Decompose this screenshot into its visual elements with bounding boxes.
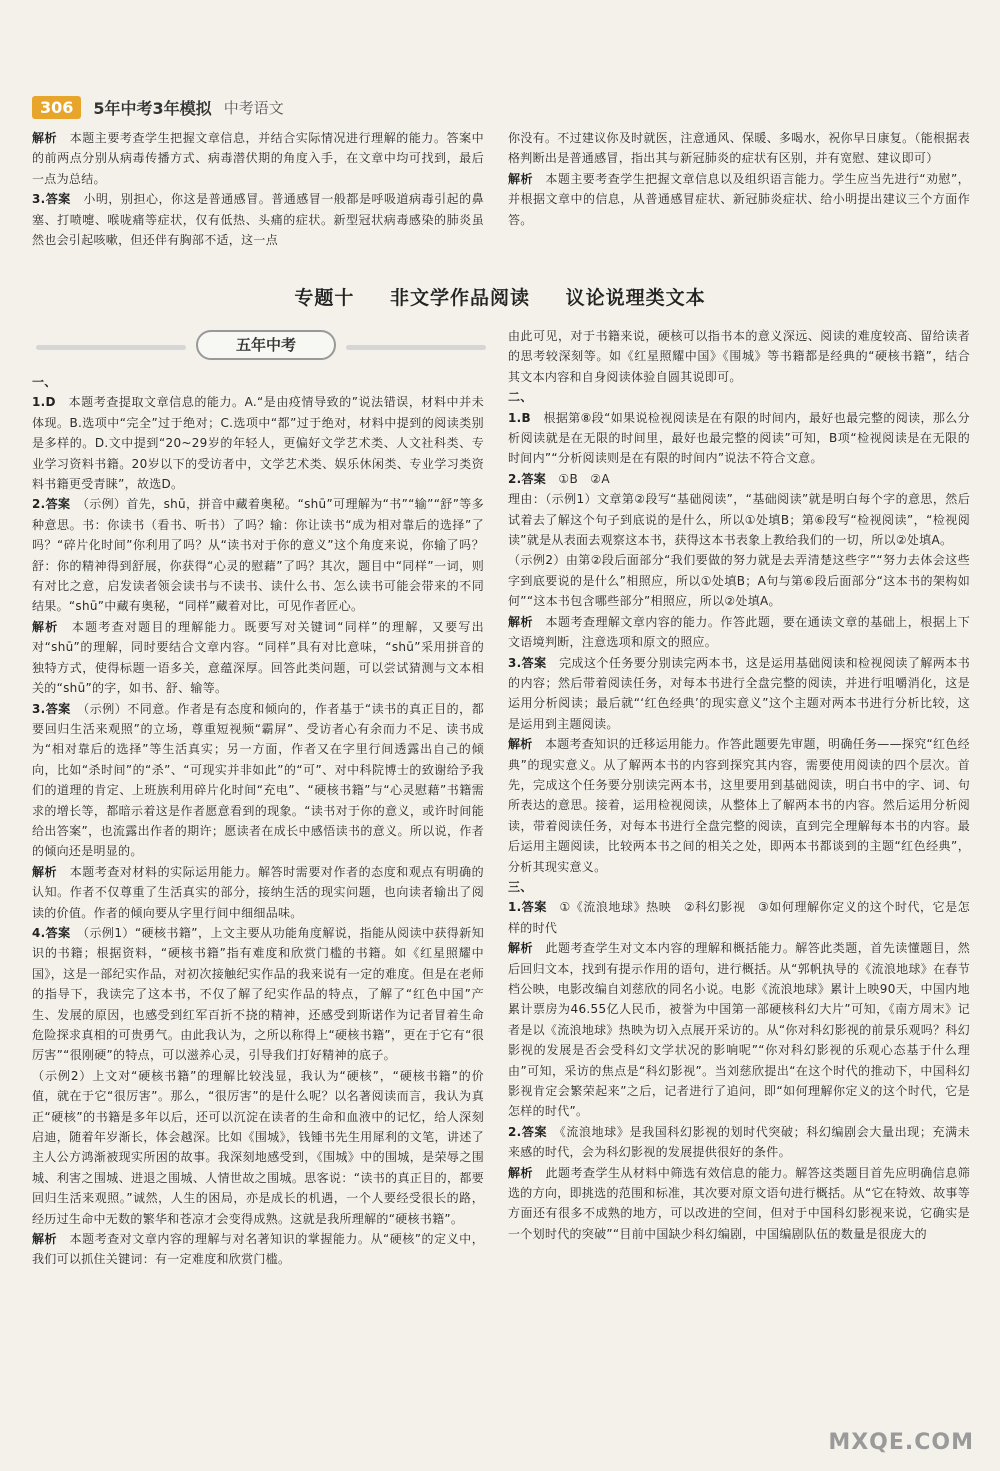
subject-label: 中考语文 [223,98,284,117]
banner-line-left [36,345,186,350]
answer-paragraph [32,494,484,616]
answer-text: （示例1）“硬核书籍”，上文主要从功能角度解说，指能从阅读中获得新知识的书籍；根据资料，“硬核书籍”指有难度和欣赏门槛的书籍。如《红星照耀中国》，这是一部纪实作品，对初次接触纪实作品的我来说有一定的难度。但是在老师的指导下，我读完了这本书，不仅了解了纪实作品的特点，了解了“红色中国”产生、发展的原因，也感受到红军百折不挠的精神，还感受到斯诺作为记者冒着生命危险探求真相的可贵勇气。由此我认为，之所以称得上“硬核书籍”，更在于它有“很厉害”“很刚硬”的特点，可以滋养心灵，引导我们打好精神的底子。 [32,925,484,1063]
answer-text: （示例）首先，shū，拼音中藏着奥秘。“shū”可理解为“书”“输”“舒”等多种意思。书：你读书（看书、听书）了吗？输：你让读书“成为相对靠后的选择”了吗？“碎片化时间”你利用了吗？从“读书对于你的意义”这个角度来说，你输了吗？舒：你的精神得到舒展，你获得“心灵的慰藉”了吗？其次，题目中“同样”一词，则有对比之意，启发读者领会读书与不读书、读什么书、怎么读书可能会带来的不同结果。“shū”中藏有奥秘，“同样”藏着对比，可见作者匠心。 [32,497,484,614]
answer-text: 小明，别担心，你这是普通感冒。普通感冒一般都是呼吸道病毒引起的鼻塞、打喷嚏、喉咙痛等症状，仅有低热、头痛的症状。新型冠状病毒感染的肺炎虽然也会引起咳嗽，但还伴有胸部不适，这一点 [32,192,484,248]
right-column [508,326,970,1450]
answer-text: 本题考查对题目的理解能力。既要写对关键词“同样”的理解，又要写出对“shū”的理解，同时要结合文章内容。“同样”具有对比意味，“shū”采用拼音的独特方式，使得标题一语多关，意蕴深厚。回答此类问题，可以尝试猜测与文本相关的“shū”的字，如书、舒、输等。 [32,619,484,696]
answer-label: 解析 [32,1232,58,1247]
answer-text: （示例2）上文对“硬核书籍”的理解比较浅显，我认为“硬核”，“硬核书籍”的价值，就在于它“很厉害”。那么，“很厉害”的是什么呢？以名著阅读而言，我认为真正“硬核”的书籍是多年以后，还可以沉淀在读者的生命和血液中的记忆，给人深刻启迪，随着年岁渐长，体会越深。比如《围城》，钱锺书先生用犀利的文笔，讲述了主人公方鸿渐被现实所困的故事。我深刻地感受到，《围城》中的围城，是荣辱之围城、利害之围城、进退之围城、人情世故之围城。思客说：“读书的真正目的，都要回归生活来观照。”诚然，人生的困局，亦是成长的机遇，一个人要经受很长的路，经历过生命中无数的繁华和苍凉才会变得成熟。这就是我所理解的“硬核书籍”。 [32,1068,484,1226]
answer-label: 二、 [508,390,527,405]
answer-text: 本题主要考查学生把握文章信息，并结合实际情况进行理解的能力。答案中的前两点分别从病毒传播方式、病毒潜伏期的角度入手，在文章中均可找到，最后一点为总结。 [32,131,484,186]
answer-text: 本题考查对材料的实际运用能力。解答时需要对作者的态度和观点有明确的认知。作者不仅尊重了生活真实的部分，接纳生活的现实问题，也向读者输出了阅读的价值。作者的倾向要从字里行间中细细品味。 [32,864,484,920]
answer-label: 解析 [32,131,58,145]
answer-label: 1.B [508,410,531,425]
page-header [32,92,284,122]
answer-text: ①《流浪地球》热映 ②科幻影视 ③如何理解你定义的这个时代，它是怎样的时代 [508,900,970,935]
answer-paragraph [508,469,970,489]
answer-text: 本题考查对文章内容的理解与对名著知识的掌握能力。从“硬核”的定义中，我们可以抓住关键词：有一定难度和欣赏门槛。 [32,1232,484,1267]
answer-paragraph [32,128,484,189]
answer-paragraph [32,392,484,494]
answer-paragraph [508,653,970,735]
answer-paragraph [508,169,970,230]
banner-line-right [346,345,486,350]
answer-label: 一、 [32,375,51,389]
answer-paragraph [508,1163,970,1245]
answer-paragraph [32,923,484,1066]
answer-text: 理由：（示例1）文章第②段写“基础阅读”，“基础阅读”就是明白每个字的意思，然后试着去了解这个句子到底说的是什么，所以①处填B；第⑥段写“检视阅读”，“检视阅读”就是从表面去观察这本书，获得这本书表象上教给我们的一切，所以②处填A。 [508,492,970,548]
answer-text: ①B ②A [558,471,610,486]
answer-paragraph [508,128,970,169]
answer-paragraph [508,550,970,611]
answer-paragraph [508,877,970,897]
answer-paragraph [508,326,970,387]
answer-paragraph [508,897,970,938]
banner-label: 五年中考 [196,330,336,360]
answer-text: 由此可见，对于书籍来说，硬核可以指书本的意义深远、阅读的难度较高、留给读者的思考较深刻等。如《红星照耀中国》《围城》等书籍都是经典的“硬核书籍”，结合其文本内容和自身阅读体验自圆其说即可。 [508,329,970,384]
answer-text: （示例）不同意。作者是有态度和倾向的，作者基于“读书的真正目的，都要回归生活来观照”的立场，尊重短视频“霸屏”、受访者心有余而力不足、读书成为“相对靠后的选择”等生活真实；另一方面，作者又在字里行间透露出自己的倾向，比如“杀时间”的“杀”、“可现实并非如此”的“可”、对中科院博士的致谢给予我们的道理的肯定、上班族利用碎片化时间“充电”、“硬核书籍”与“心灵慰藉”书籍需求的增长等，都暗示着这是作者愿意看到的现象。“读书对于你的意义，或许时间能给出答案”，也流露出作者的期许；愿读者在成长中感悟读书的意义。所以说，作者的倾向还是明显的。 [32,701,484,859]
answer-label: 3.答案 [32,192,71,207]
answer-paragraph [32,617,484,699]
answer-label: 解析 [32,619,59,634]
answer-label: 3.答案 [32,701,71,716]
answer-paragraph [32,1066,484,1229]
answer-text: 此题考查学生从材料中筛选有效信息的能力。解答这类题目首先应明确信息筛选的方向，即挑选的范围和标准，其次要对原文语句进行概括。从“它在特效、故事等方面还有很多不成熟的地方，可以改进的空间，但对于中国科幻影视来说，它确实是一个划时代的突破”“目前中国缺少科幻编剧，中国编剧队伍的数量是很庞大的 [508,1165,970,1241]
answer-text: 你没有。不过建议你及时就医，注意通风、保暖、多喝水，祝你早日康复。（能根据表格判断出是普通感冒，指出其与新冠肺炎的症状有区别，并有宽慰、建议即可） [508,131,970,166]
answer-label: 1.D [32,395,56,410]
answer-label: 解析 [508,171,533,186]
topic-sub: 议论说理类文本 [565,287,706,309]
answer-label: 1.答案 [508,900,547,915]
answer-text: 此题考查学生对文本内容的理解和概括能力。解答此类题，首先读懂题目，然后回归文本，找到有提示作用的语句，进行概括。从“郭帆执导的《流浪地球》在春节档公映，电影改编自刘慈欣的同名小说。电影《流浪地球》累计上映90天，中国内地累计票房为46.55亿人民币，被誉为中国第一部硬核科幻大片”可知，《南方周末》记者是以《流浪地球》热映为切入点展开采访的。从“你对科幻影视的前景乐观吗？科幻影视的发展是否会受科幻文学状况的影响呢”“你对科幻影视的乐观心态基于什么理由”可知，采访的焦点是“科幻影视”。当刘慈欣提出“在这个时代的推动下，中国科幻影视肯定会繁荣起来”之后，记者进行了追问，即“如何理解你定义的这个时代，它是怎样的时代”。 [508,941,970,1119]
answer-text: 本题主要考查学生把握文章信息以及组织语言能力。学生应当先进行“劝慰”，并根据文章中的信息，从普通感冒症状、新冠肺炎症状、给小明提出建议三个方面作答。 [508,171,970,227]
answer-text: （示例2）由第②段后面部分“我们要做的努力就是去弄清楚这些字”“努力去体会这些字到底要说的是什么”相照应，所以①处填B；A句与第⑥段后面部分“这本书的架构如何”“这本书包含哪些部分”相照应，所以②处填A。 [508,553,970,609]
left-column [32,372,484,1450]
answer-paragraph [32,372,484,392]
answer-paragraph [508,408,970,469]
answer-label: 解析 [508,614,533,629]
answer-label: 解析 [508,737,533,752]
answer-paragraph [32,699,484,862]
answer-label: 2.答案 [508,471,547,486]
topic-number: 专题十 [294,287,355,309]
answer-text: 根据第⑧段“如果说检视阅读是在有限的时间内，最好也最完整的阅读，那么分析阅读就是在无限的时间里，最好也最完整的阅读”可知，B项“检视阅读是在无限的时间内”“分析阅读则是在有限的时间内”说法不符合文意。 [508,410,970,466]
answer-paragraph [32,1229,484,1270]
answer-paragraph [32,862,484,923]
answer-label: 2.答案 [508,1124,548,1139]
answer-paragraph [508,938,970,1122]
watermark: MXQE.COM [828,1430,974,1455]
answer-label: 解析 [32,864,58,879]
answer-paragraph [32,189,484,250]
top-right-column [508,128,970,273]
topic-title [0,283,1000,310]
answer-text: 本题考查理解文章内容的能力。作答此题，要在通读文章的基础上，根据上下文语境判断，注意选项和原文的照应。 [508,614,970,650]
topic-name: 非文学作品阅读 [389,287,530,309]
answer-paragraph [508,612,970,653]
answer-text: 完成这个任务要分别读完两本书，这是运用基础阅读和检视阅读了解两本书的内容；然后带着阅读任务，对每本书进行全盘完整的阅读，并进行咀嚼消化，这是运用分析阅读；最后就“‘红色经典’的现实意义”这个主题对两本书进行分析比较，这是运用到主题阅读。 [508,655,970,731]
answer-text: 本题考查知识的迁移运用能力。作答此题要先审题，明确任务——探究“红色经典”的现实意义。从了解两本书的内容到探究其内容，需要使用阅读的四个层次。首先，完成这个任务要分别读完两本书，这里要用到基础阅读，明白书中的字、词、句所表达的意思。接着，运用检视阅读，从整体上了解两本书的内容。然后运用分析阅读，带着阅读任务，对每本书进行全盘完整的阅读，直到完全理解每本书的内容。最后运用主题阅读，比较两本书之间的相关之处，即两本书都谈到的主题“红色经典”，分析其现实意义。 [508,737,970,874]
answer-text: 本题考查提取文章信息的能力。A.“是由疫情导致的”说法错误，材料中并未体现。B.选项中“完全”过于绝对；C.选项中“都”过于绝对，材料中提到的阅读类别是多样的。D.文中提到“20~29岁的年轻人，更偏好文学艺术类、人文社科类、专业学习资料书籍。20岁以下的受访者中，文学艺术类、娱乐休闲类、专业学习类资料书籍更受青睐”，故选D。 [32,395,484,492]
answer-label: 解析 [508,1165,533,1180]
answer-paragraph [508,387,970,407]
answer-label: 三、 [508,879,527,894]
answer-label: 2.答案 [32,497,71,512]
page-number: 306 [32,96,81,119]
answer-label: 解析 [508,941,533,956]
answer-paragraph [508,734,970,877]
top-left-column [32,128,484,273]
answer-paragraph [508,489,970,550]
answer-label: 4.答案 [32,925,71,940]
section-banner [36,330,486,360]
answer-text: 《流浪地球》是我国科幻影视的划时代突破；科幻编剧会大量出现；充满未来感的时代，会为科幻影视的发展提供很好的条件。 [508,1124,970,1160]
answer-paragraph [508,1122,970,1163]
answer-label: 3.答案 [508,655,547,670]
book-title: 5年中考3年模拟 [93,98,212,118]
